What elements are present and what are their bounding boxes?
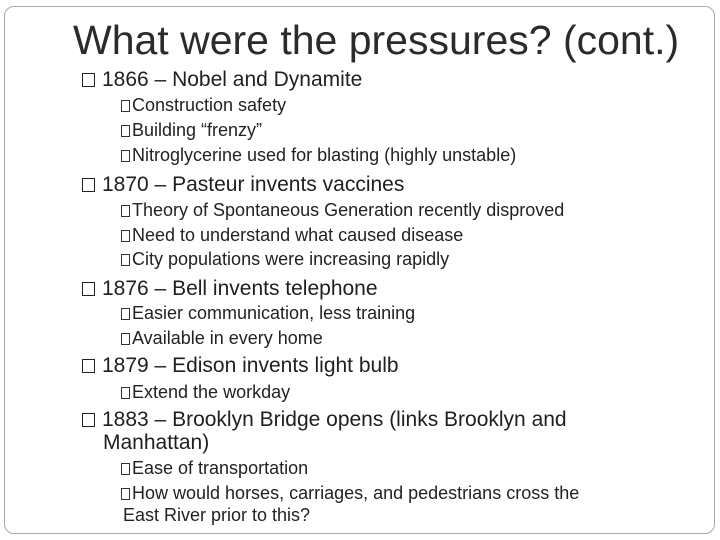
sub-bullet bbox=[121, 199, 564, 221]
sub-bullet-text: How would horses, carriages, and pedestrians cross the bbox=[132, 483, 580, 503]
missing-glyph-icon bbox=[121, 333, 130, 345]
missing-glyph-icon bbox=[121, 205, 130, 217]
sub-bullet-text: Construction safety bbox=[132, 95, 287, 115]
checkbox-bullet-icon bbox=[82, 282, 95, 296]
missing-glyph-icon bbox=[121, 387, 130, 399]
bullet-heading: Manhattan) bbox=[103, 431, 210, 454]
bullet-heading: 1866 – Nobel and Dynamite bbox=[102, 68, 363, 91]
bullet-heading: 1879 – Edison invents light bulb bbox=[102, 354, 399, 377]
checkbox-bullet-icon bbox=[82, 73, 95, 87]
sub-bullet bbox=[121, 302, 415, 324]
sub-bullet bbox=[121, 224, 463, 246]
sub-bullet bbox=[121, 327, 323, 349]
missing-glyph-icon bbox=[121, 488, 130, 500]
sub-bullet bbox=[121, 381, 290, 403]
sub-bullet-text: Building “frenzy” bbox=[132, 120, 263, 140]
sub-bullet-text: City populations were increasing rapidly bbox=[132, 249, 450, 269]
missing-glyph-icon bbox=[121, 100, 130, 112]
sub-bullet bbox=[121, 248, 449, 270]
sub-bullet bbox=[121, 94, 286, 116]
bullet-heading: 1870 – Pasteur invents vaccines bbox=[102, 173, 405, 196]
sub-bullet-text: Nitroglycerine used for blasting (highly unstable) bbox=[132, 145, 517, 165]
sub-bullet bbox=[121, 457, 308, 479]
sub-bullet-text: Theory of Spontaneous Generation recently disproved bbox=[132, 200, 565, 220]
bullet-1879 bbox=[82, 354, 399, 377]
sub-bullet-text: Extend the workday bbox=[132, 382, 291, 402]
bullet-1866 bbox=[82, 68, 362, 91]
bullet-1883-continued bbox=[103, 431, 209, 454]
sub-bullet-text: Ease of transportation bbox=[132, 458, 309, 478]
sub-bullet bbox=[121, 119, 262, 141]
missing-glyph-icon bbox=[121, 463, 130, 475]
sub-bullet-text: East River prior to this? bbox=[123, 505, 311, 525]
missing-glyph-icon bbox=[121, 230, 130, 242]
bullet-1883 bbox=[82, 408, 567, 431]
checkbox-bullet-icon bbox=[82, 413, 95, 427]
missing-glyph-icon bbox=[121, 125, 130, 137]
missing-glyph-icon bbox=[121, 150, 130, 162]
sub-bullet-text: Available in every home bbox=[132, 328, 323, 348]
sub-bullet-text: Easier communication, less training bbox=[132, 303, 416, 323]
checkbox-bullet-icon bbox=[82, 359, 95, 373]
missing-glyph-icon bbox=[121, 308, 130, 320]
slide-title: What were the pressures? (cont.) bbox=[73, 17, 680, 63]
sub-bullet-text: Need to understand what caused disease bbox=[132, 225, 464, 245]
checkbox-bullet-icon bbox=[82, 178, 95, 192]
missing-glyph-icon bbox=[121, 254, 130, 266]
bullet-1870 bbox=[82, 173, 404, 196]
bullet-heading: 1883 – Brooklyn Bridge opens (links Brooklyn and bbox=[102, 408, 567, 431]
sub-bullet bbox=[121, 144, 516, 166]
bullet-heading: 1876 – Bell invents telephone bbox=[102, 277, 378, 300]
sub-bullet bbox=[121, 482, 579, 504]
bullet-1876 bbox=[82, 277, 378, 300]
sub-bullet-continued bbox=[123, 504, 310, 526]
